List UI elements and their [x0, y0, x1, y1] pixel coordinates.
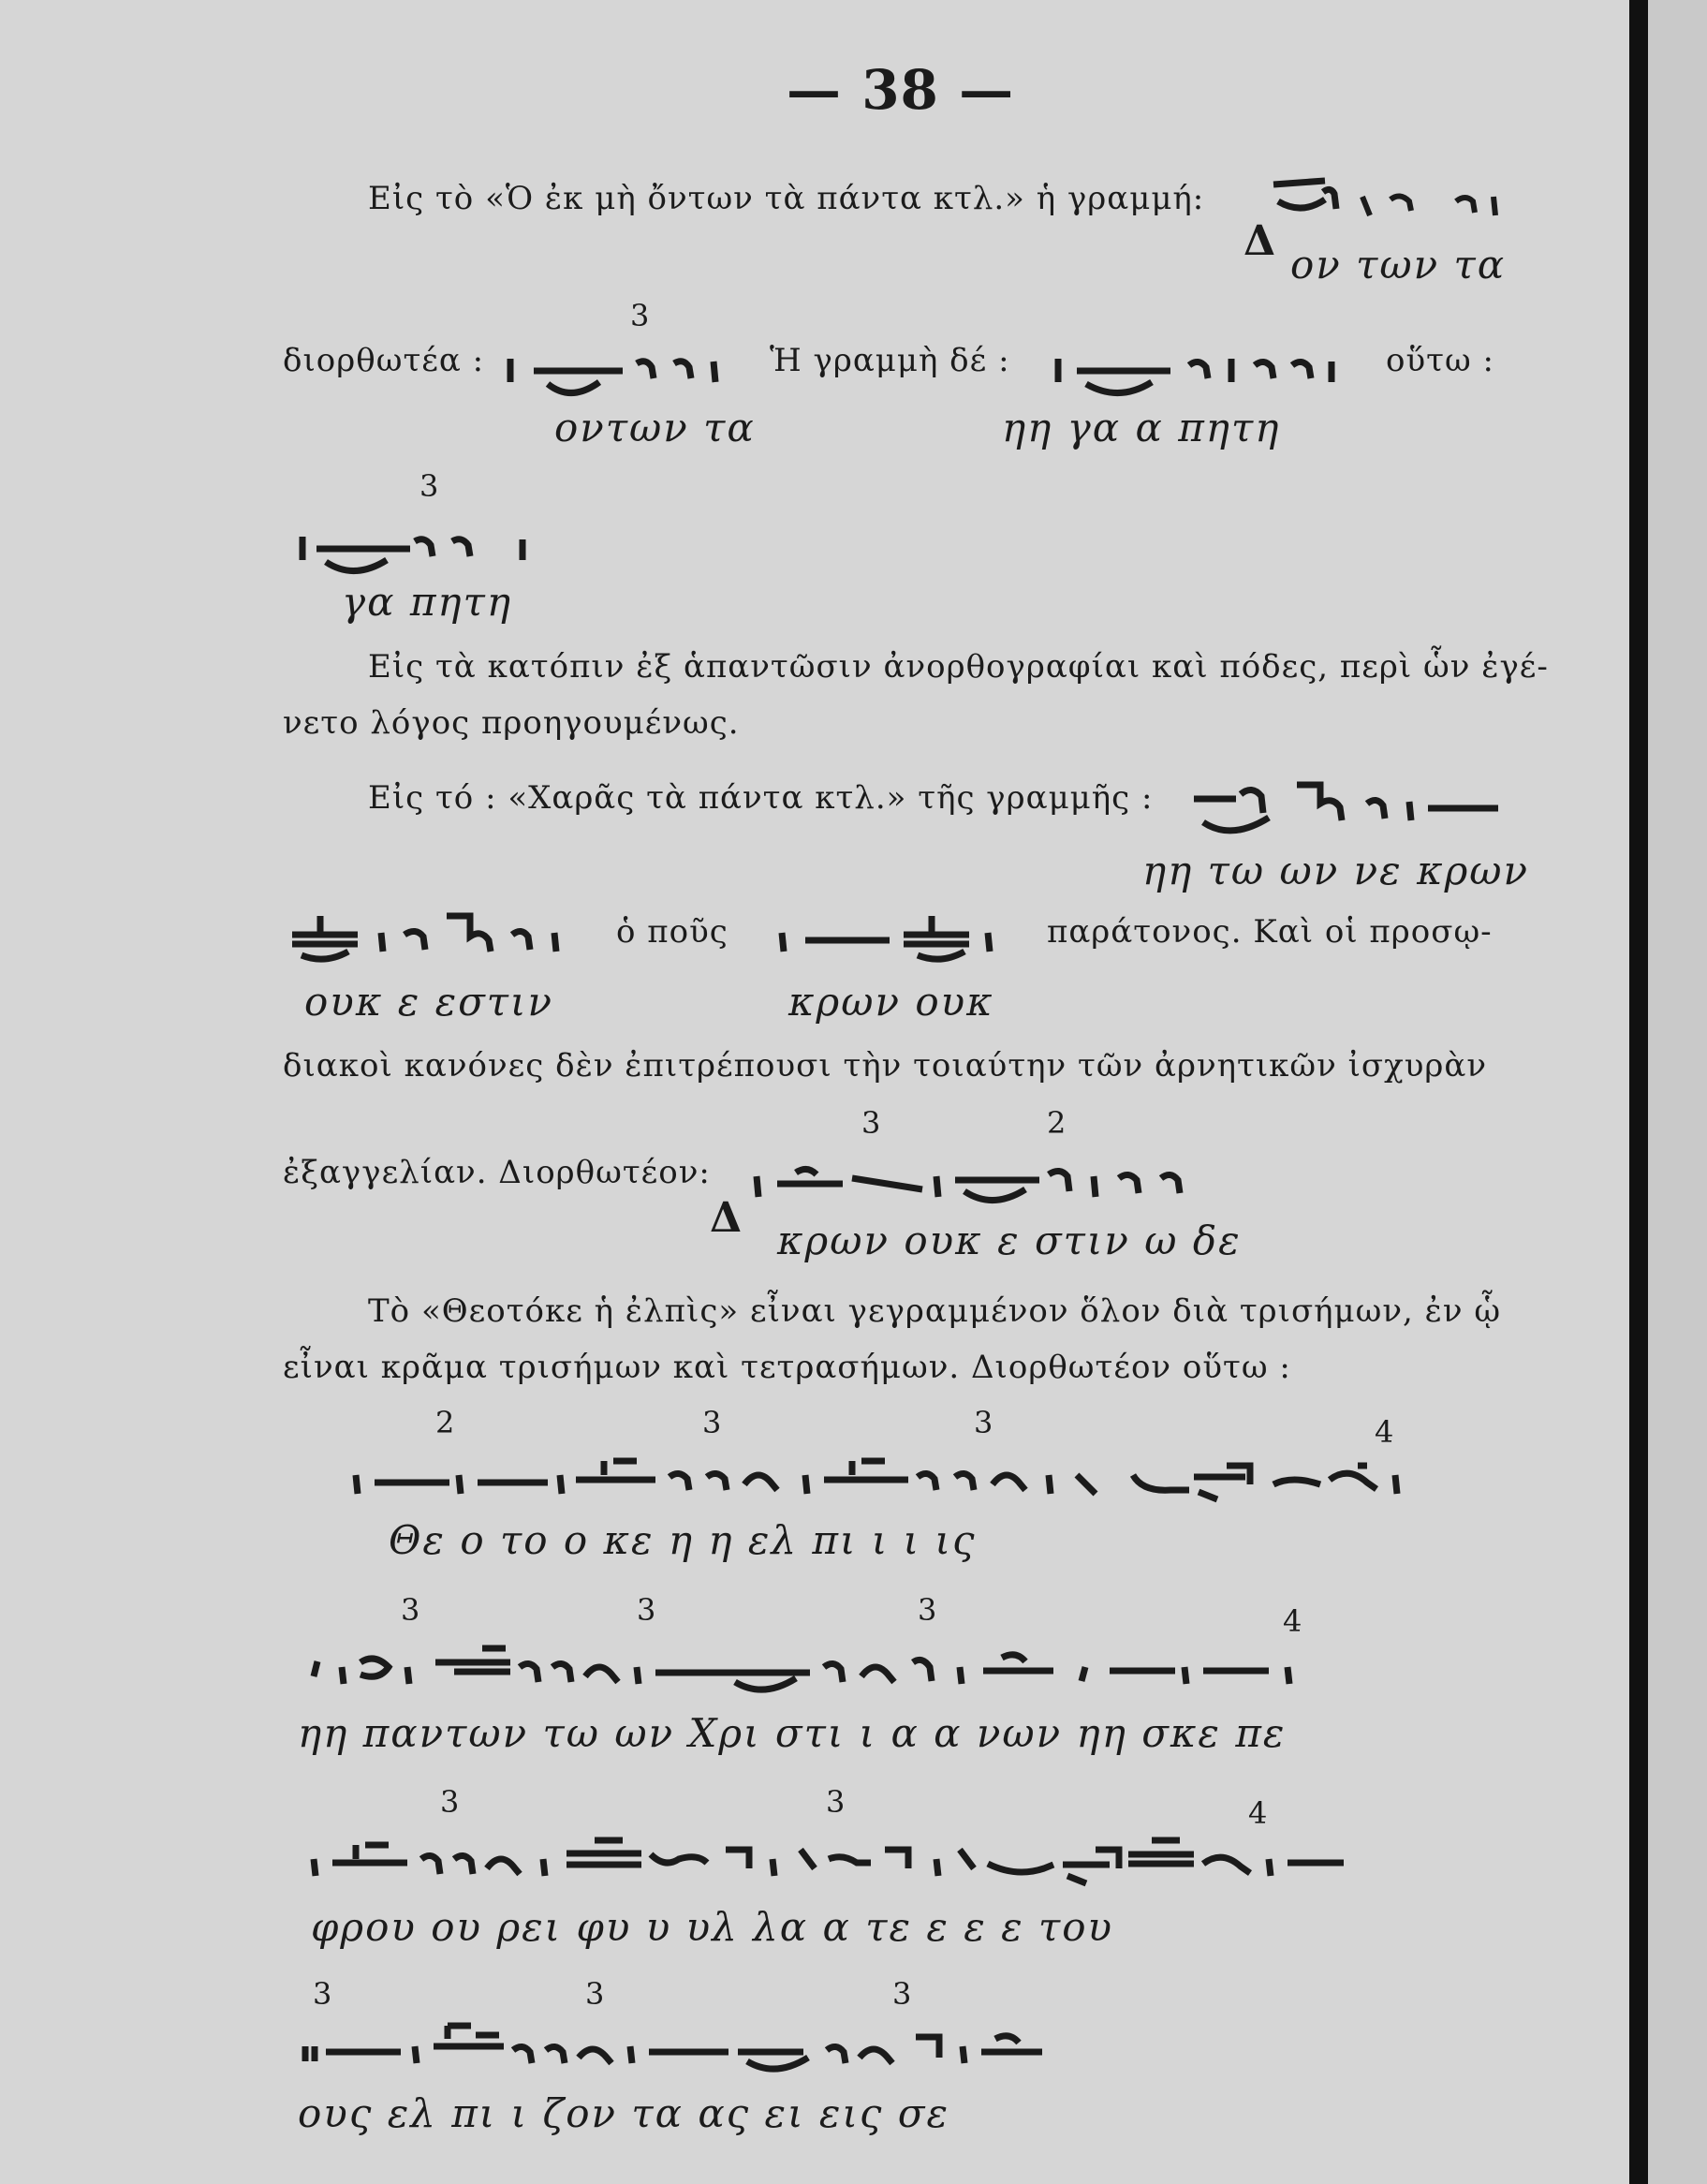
time-number: 3: [313, 1976, 333, 2012]
neume-line-3: [304, 1822, 1512, 1896]
time-number: 2: [1047, 1105, 1067, 1141]
syllables-paragraph-3b: κρων ουκ: [788, 979, 994, 1025]
paragraph-3-text-b: παράτονος. Καὶ οἱ προσῳ-: [1047, 913, 1493, 951]
paragraph-5-text: ἐξαγγελίαν. Διορθωτέον:: [283, 1154, 711, 1191]
text-line-2c: οὕτω :: [1386, 342, 1494, 379]
time-number: 3: [974, 1405, 994, 1440]
syllables-paragraph-5: κρων ουκ ε στιν ω δε: [777, 1217, 1242, 1263]
paragraph-1-line-1: Εἰς τὰ κατόπιν ἐξ ἁπαντῶσιν ἀνορθογραφίαι καὶ πόδες, περὶ ὧν ἐγέ-: [368, 648, 1549, 686]
syllables-paragraph-3a: ουκ ε εστιν: [304, 979, 554, 1025]
time-number: 2: [435, 1405, 456, 1440]
syllables-music-4: ους ελ πι ι ζον τα ας ει εις σε: [298, 2090, 949, 2136]
syllables-line-2b: ηη γα α πητη: [1002, 405, 1281, 450]
neume-group-1: [1269, 173, 1503, 229]
syllables-paragraph-2: ηη τω ων νε κρων: [1142, 848, 1530, 893]
text-line-1: Εἰς τὸ «Ὁ ἐκ μὴ ὄντων τὰ πάντα κτλ.» ἡ γραμμή:: [368, 180, 1205, 217]
neume-group-8: [749, 1150, 1236, 1216]
neume-line-2: [304, 1630, 1503, 1704]
time-number: 3: [419, 468, 440, 504]
neume-group-3: [1030, 345, 1339, 401]
paragraph-2-line-1: Εἰς τό : «Χαρᾶς τὰ πάντα κτλ.» τῆς γραμμῆς :: [368, 779, 1154, 817]
time-number: 3: [630, 298, 651, 333]
paragraph-4: διακοὶ κανόνες δὲν ἐπιτρέπουσι τὴν τοιαύτην τῶν ἀρνητικῶν ἰσχυρὰν: [283, 1047, 1488, 1085]
time-number: 3: [401, 1592, 421, 1628]
time-number: 3: [702, 1405, 723, 1440]
time-number: 4: [1375, 1414, 1395, 1450]
time-number: 3: [826, 1784, 846, 1820]
time-number: 3: [892, 1976, 913, 2012]
delta-mark: Δ: [1243, 217, 1276, 265]
paragraph-6-line-2: εἶναι κρᾶμα τρισήμων καὶ τετρασήμων. Διορθωτέον οὕτω :: [283, 1349, 1291, 1386]
syllables-line-2a: οντων τα: [554, 405, 756, 450]
time-number: 4: [1283, 1603, 1303, 1639]
neume-line-4: [298, 2009, 1197, 2084]
syllables-music-2: ηη παντων τω ων Χρι στι ι α α νων ηη σκε πε: [298, 1710, 1287, 1756]
page-edge: [1648, 0, 1707, 2184]
time-number: 3: [440, 1784, 461, 1820]
time-number: 4: [1248, 1795, 1269, 1831]
neume-group-5: [1156, 775, 1503, 841]
neume-group-4: [298, 523, 532, 579]
neume-line-1: [346, 1438, 1508, 1513]
page-number: — 38 —: [787, 58, 1015, 122]
book-spine: [1629, 0, 1648, 2184]
time-number: 3: [861, 1105, 882, 1141]
text-line-2b: Ἡ γραμμὴ δέ :: [770, 342, 1010, 379]
text-line-2a: διορθωτέα :: [283, 342, 485, 379]
neume-group-7: [777, 907, 1002, 972]
time-number: 3: [585, 1976, 606, 2012]
paragraph-6-line-1: Τὸ «Θεοτόκε ἡ ἐλπὶς» εἶναι γεγραμμένον ὅλον διὰ τρισήμων, ἐν ᾧ: [368, 1292, 1502, 1330]
syllables-line-1: ον των τα: [1290, 242, 1507, 288]
neume-group-6: [283, 907, 582, 972]
paragraph-3-text-a: ὁ ποῦς: [616, 913, 728, 951]
time-number: 3: [918, 1592, 938, 1628]
time-number: 3: [637, 1592, 657, 1628]
delta-mark: Δ: [710, 1194, 743, 1242]
paragraph-1-line-2: νετο λόγος προηγουμένως.: [283, 704, 740, 742]
syllables-line-3: γα πητη: [342, 579, 512, 625]
syllables-music-1: Θε ο το ο κε η η ελ πι ι ι ις: [389, 1517, 977, 1563]
syllables-music-3: φρου ου ρει φυ υ υλ λα α τε ε ε ε του: [311, 1904, 1114, 1950]
neume-group-2: [506, 345, 721, 401]
